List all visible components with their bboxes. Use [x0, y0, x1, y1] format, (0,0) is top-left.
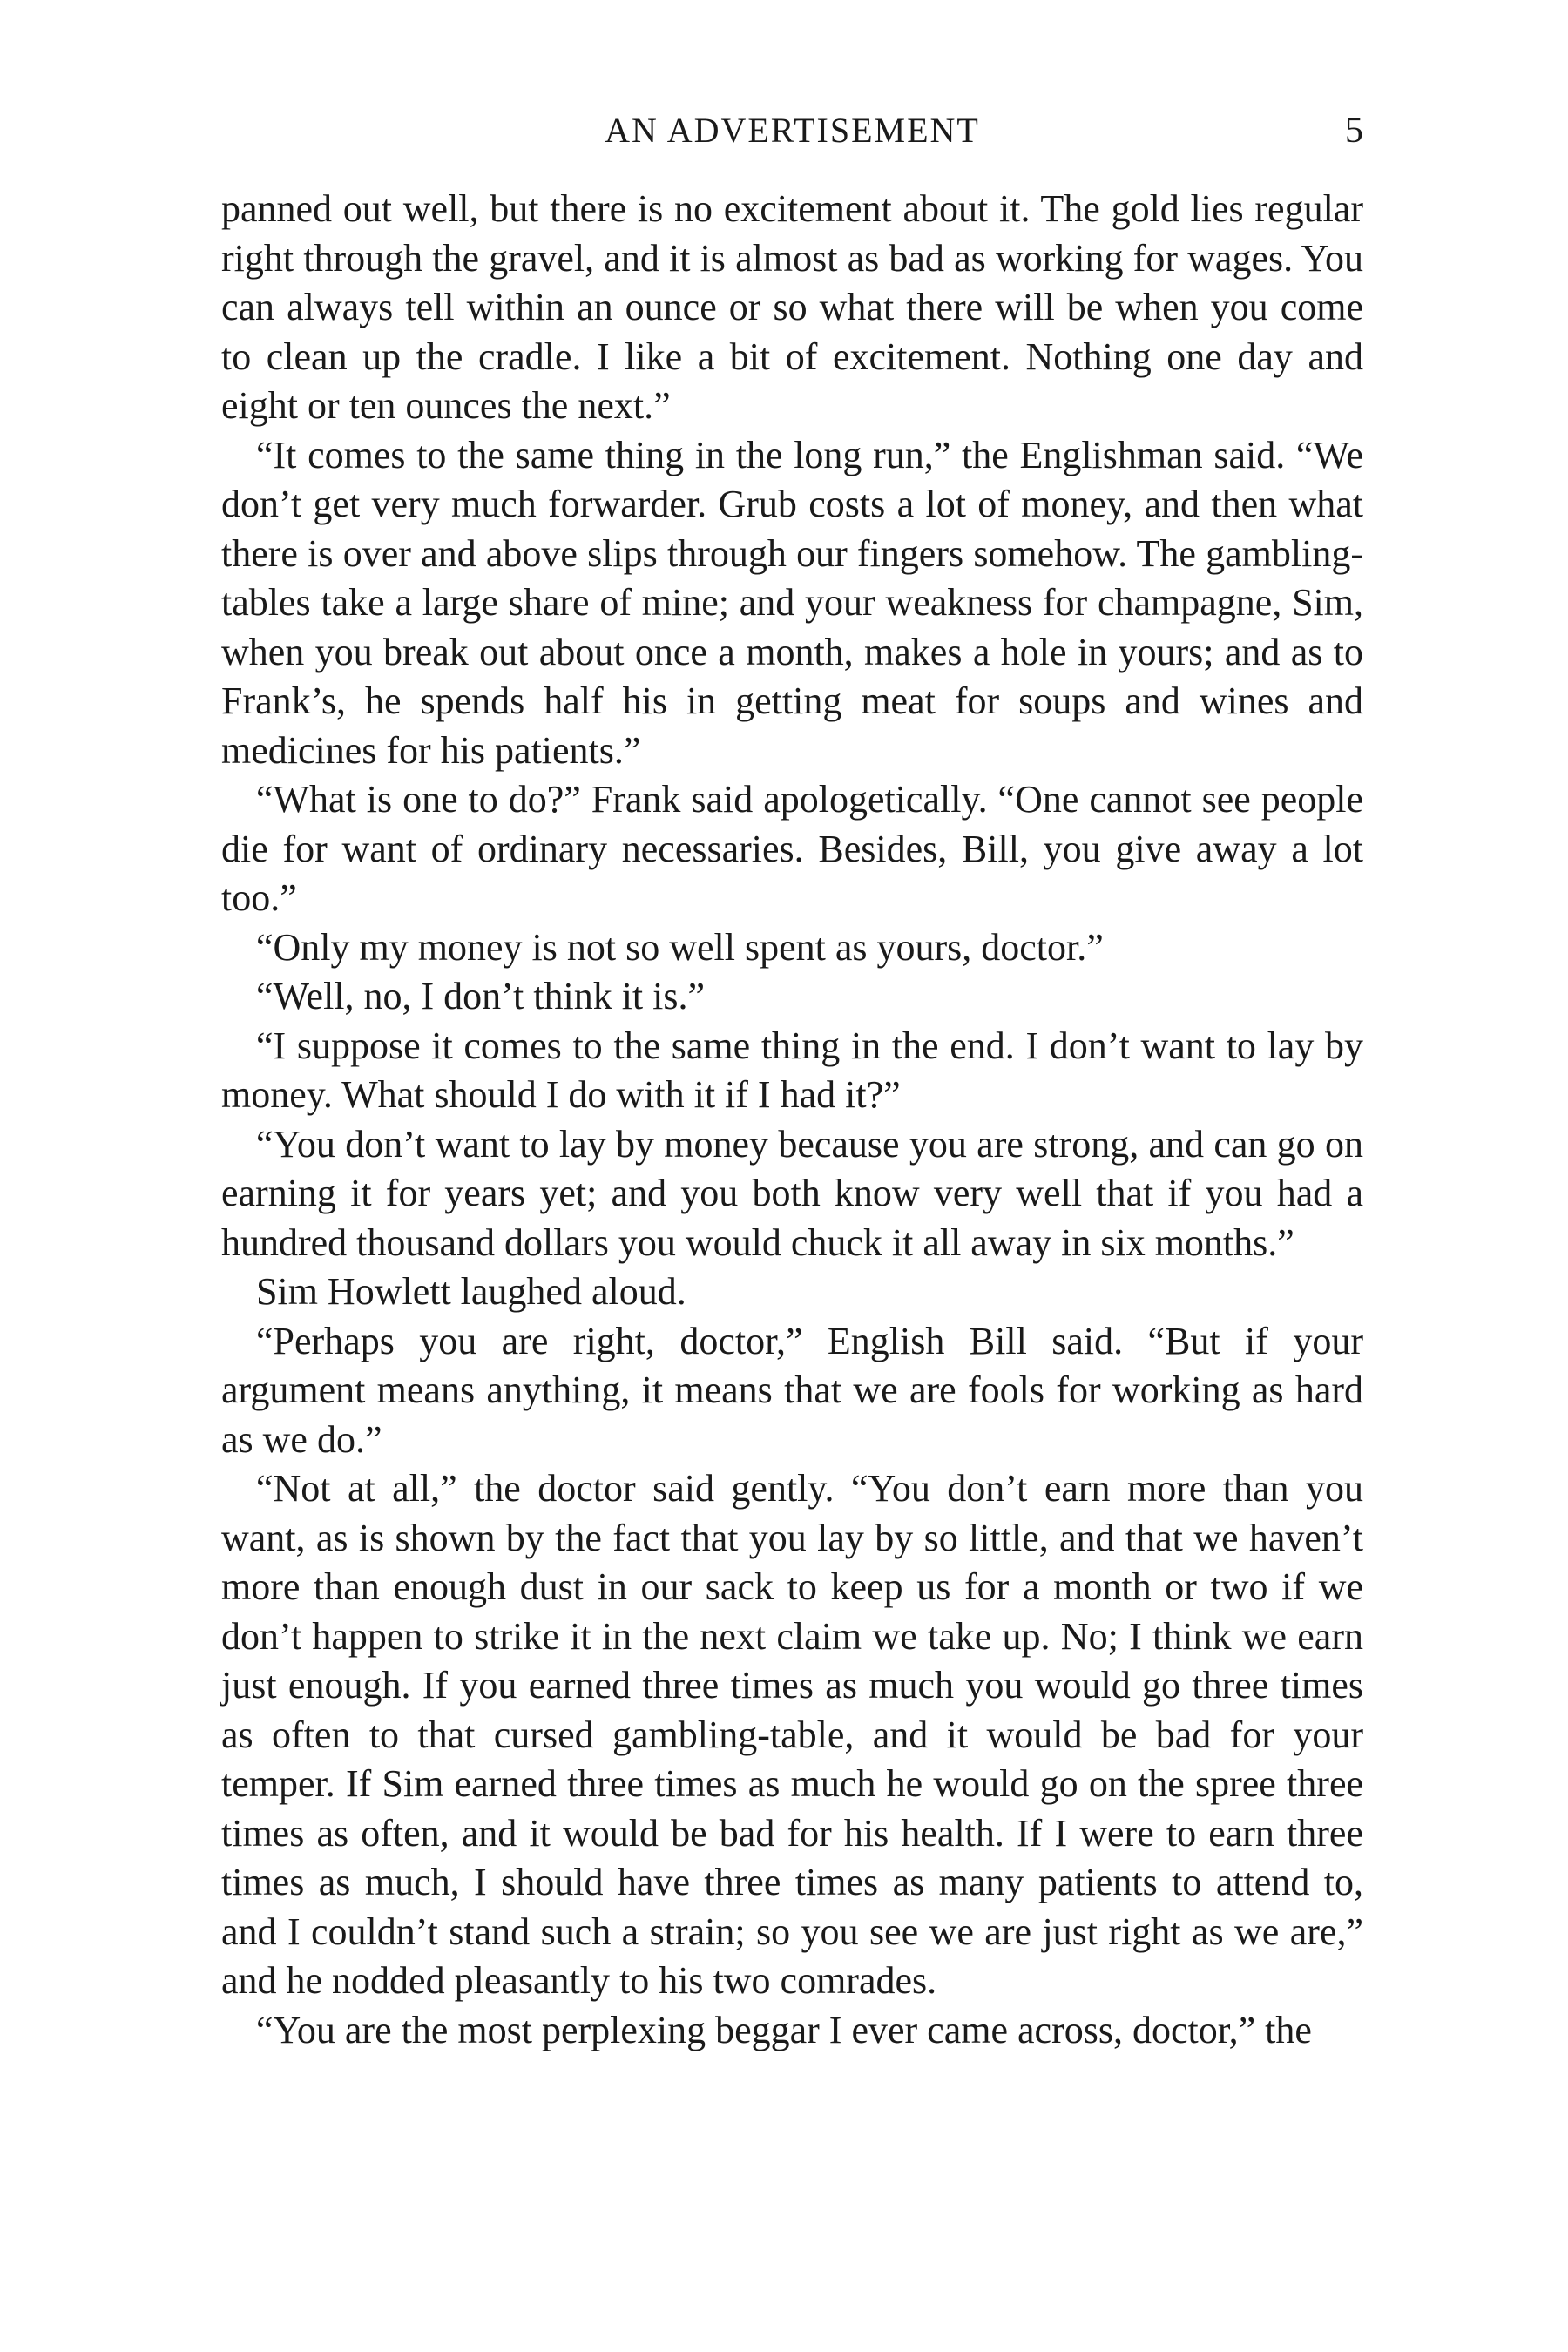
paragraph: panned out well, but there is no excitement about it. The gold lies regular right through the gravel, and it is almost as bad as working for wages. You can always tell within an ounce or so what there will be when you come to clean up the cradle. I like a bit of excitement. Nothing one day and eight or ten ounces the next.”: [221, 187, 1363, 427]
paragraph: “You don’t want to lay by money because you are strong, and can go on earning it for years yet; and you both know very well that if you had a hundred thousand dollars you would chuck it all away in six months.”: [221, 1122, 1363, 1264]
paragraph: Sim Howlett laughed aloud.: [256, 1270, 686, 1313]
paragraph: “Only my money is not so well spent as yours, doctor.”: [256, 925, 1104, 969]
running-head: [221, 105, 1363, 157]
paragraph: “Not at all,” the doctor said gently. “You don’t earn more than you want, as is shown by the fact that you lay by so little, and that we haven’t more than enough dust in our sack to keep us for a month or two if we don’t happen to strike it in the next claim we take up. No; I think we earn just enough. If you earned three times as much you would go three times as often to that cursed gambling-table, and it would be bad for your temper. If Sim earned three times as much he would go on the spree three times as often, and it would be bad for his health. If I were to earn three times as much, I should have three times as many patients to attend to, and I couldn’t stand such a strain; so you see we are just right as we are,” and he nodded pleasantly to his two comrades.: [221, 1467, 1363, 2002]
running-title: AN ADVERTISEMENT: [605, 111, 980, 150]
paragraph: “Perhaps you are right, doctor,” English Bill said. “But if your argument means anything, it means that we are fools for working as hard as we do.”: [221, 1319, 1363, 1461]
paragraph: “You are the most perplexing beggar I ever came across, doctor,” the: [256, 2008, 1312, 2051]
paragraph: “What is one to do?” Frank said apologetically. “One cannot see people die for want of ordinary necessaries. Besides, Bill, you give away a lot too.”: [221, 778, 1363, 919]
paragraph: “Well, no, I don’t think it is.”: [256, 975, 706, 1017]
body-text: [221, 185, 1363, 2055]
paragraph: “I suppose it comes to the same thing in the end. I don’t want to lay by money. What should I do with it if I had it?”: [221, 1024, 1363, 1116]
paragraph: “It comes to the same thing in the long run,” the Englishman said. “We don’t get very much forwarder. Grub costs a lot of money, and then what there is over and above slips through our fingers somehow. The gambling-tables take a large share of mine; and your weakness for champagne, Sim, when you break out about once a month, makes a hole in yours; and as to Frank’s, he spends half his in getting meat for soups and wines and medicines for his patients.”: [221, 433, 1363, 772]
page-number: 5: [1345, 111, 1363, 151]
